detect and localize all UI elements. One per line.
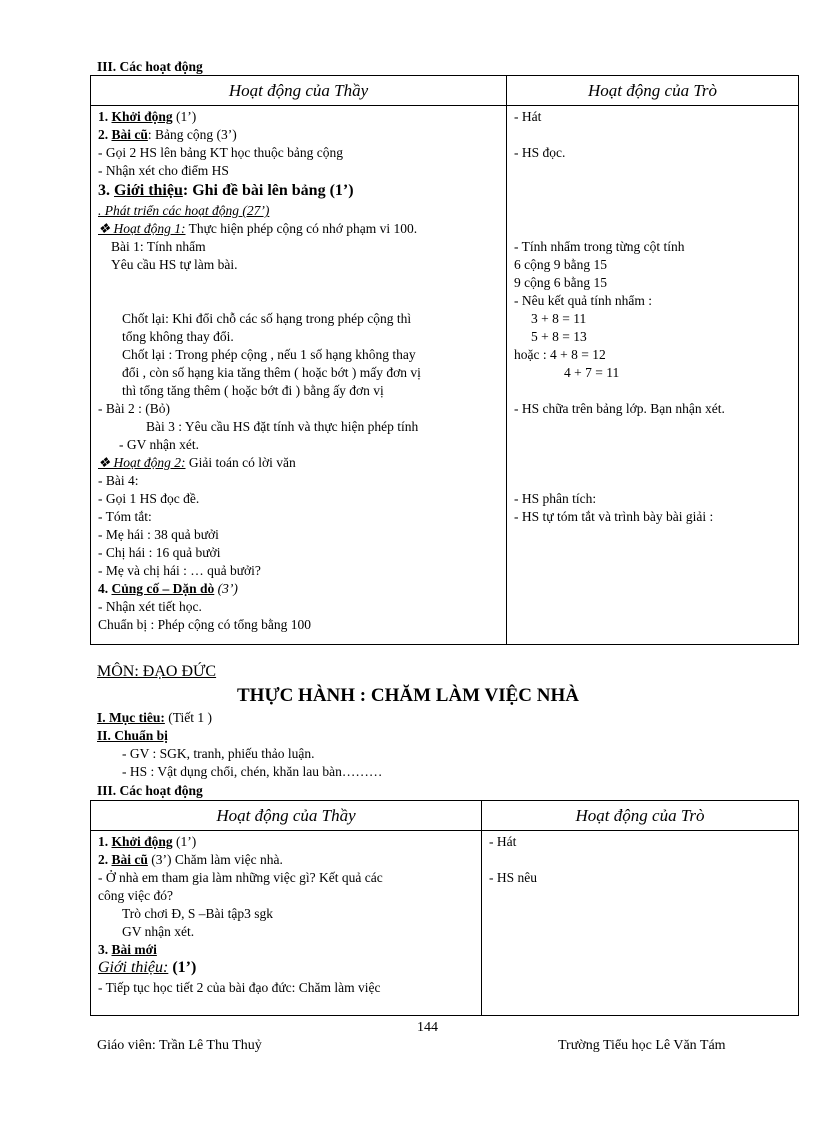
footer-school: Trường Tiểu học Lê Văn Tám xyxy=(558,1038,726,1053)
bai-1-request: Yêu cầu HS tự làm bài. xyxy=(111,257,238,272)
student-line: 3 + 8 = 11 xyxy=(531,311,587,326)
lesson-title: THỰC HÀNH : CHĂM LÀM VIỆC NHÀ xyxy=(237,685,579,706)
bai-moi-line: 3. Bài mới xyxy=(98,942,157,957)
bai-cu-item: - Gọi 2 HS lên bảng KT học thuộc bảng cộng xyxy=(98,145,343,160)
student-hat: - Hát xyxy=(514,109,542,124)
chot-lai-1a: Chốt lại: Khi đổi chỗ các số hạng trong phép cộng thì xyxy=(122,311,412,326)
student-hat: - Hát xyxy=(489,834,517,849)
student-line: - HS phân tích: xyxy=(514,491,597,506)
student-line: 5 + 8 = 13 xyxy=(531,329,587,344)
me-chi-line: - Mẹ và chị hái : … quả bưởi? xyxy=(98,563,261,578)
khoi-dong-line: 1. Khởi động (1’) xyxy=(98,834,197,849)
hoat-dong-1-line: ❖ Hoạt động 1: Thực hiện phép cộng có nhớ phạm vi 100. xyxy=(98,221,418,236)
student-line: - HS chữa trên bảng lớp. Bạn nhận xét. xyxy=(514,401,725,416)
gioi-thieu-line: 3. Giới thiệu: Ghi đề bài lên bảng (1’) xyxy=(98,182,354,199)
khoi-dong-line: 1. Khởi động (1’) xyxy=(98,109,197,124)
student-line: hoặc : 4 + 8 = 12 xyxy=(514,347,606,362)
muc-tieu-line: I. Mục tiêu: (Tiết 1 ) xyxy=(97,710,213,725)
chot-lai-2b: đổi , còn số hạng kia tăng thêm ( hoặc bớt ) mấy đơn vị xyxy=(122,365,421,380)
page-number: 144 xyxy=(417,1020,438,1035)
subject-heading: MÔN: ĐẠO ĐỨC xyxy=(97,663,217,680)
chi-hai-line: - Chị hái : 16 quả bưởi xyxy=(98,545,221,560)
bai-2-line: - Bài 2 : (Bỏ) xyxy=(98,401,170,416)
hoat-dong-2-line: ❖ Hoạt động 2: Giải toán có lời văn xyxy=(98,455,296,470)
student-line: 6 cộng 9 bằng 15 xyxy=(514,257,607,272)
student-line: 4 + 7 = 11 xyxy=(564,365,620,380)
tom-tat-line: - Tóm tắt: xyxy=(98,509,152,524)
student-line: - Nêu kết quả tính nhẩm : xyxy=(514,293,652,308)
student-hs-neu: - HS nêu xyxy=(489,870,537,885)
bai-cu-line: 2. Bài cũ: Bảng cộng (3’) xyxy=(98,127,237,142)
section2-heading: III. Các hoạt động xyxy=(97,783,203,798)
question-line: công việc đó? xyxy=(98,888,173,903)
tiep-tuc-line: - Tiếp tục học tiết 2 của bài đạo đức: Chăm làm việc xyxy=(98,980,381,995)
col-header-teacher: Hoạt động của Thầy xyxy=(91,801,482,831)
student-hs-doc: - HS đọc. xyxy=(514,145,566,160)
footer-teacher: Giáo viên: Trần Lê Thu Thuỷ xyxy=(97,1038,262,1053)
bai-cu-line: 2. Bài cũ (3’) Chăm làm việc nhà. xyxy=(98,852,283,867)
chuan-bi-heading: II. Chuẩn bị xyxy=(97,728,168,743)
student-line: 9 cộng 6 bằng 15 xyxy=(514,275,607,290)
phat-trien-line: . Phát triển các hoạt động (27’) xyxy=(98,203,270,218)
bai-cu-item: - Nhận xét cho điểm HS xyxy=(98,163,229,178)
activities-table-1 xyxy=(90,75,799,645)
chot-lai-1b: tổng không thay đổi. xyxy=(122,329,234,344)
section1-heading: III. Các hoạt động xyxy=(97,59,203,74)
chuan-bi-line: Chuẩn bị : Phép cộng có tổng bằng 100 xyxy=(98,617,311,632)
col-header-student: Hoạt động của Trò xyxy=(507,76,799,106)
col-header-student: Hoạt động của Trò xyxy=(482,801,799,831)
chot-lai-2c: thì tổng tăng thêm ( hoặc bớt đi ) bằng ấy đơn vị xyxy=(122,383,384,398)
bai-1-line: Bài 1: Tính nhẩm xyxy=(111,239,206,254)
gv-nhan-xet: GV nhận xét. xyxy=(122,924,195,939)
me-hai-line: - Mẹ hái : 38 quả bưởi xyxy=(98,527,219,542)
tro-choi-line: Trò chơi Đ, S –Bài tập3 sgk xyxy=(122,906,274,921)
bai-3-line: Bài 3 : Yêu cầu HS đặt tính và thực hiện phép tính xyxy=(146,419,419,434)
chot-lai-2a: Chốt lại : Trong phép cộng , nếu 1 số hạng không thay xyxy=(122,347,416,362)
gv-prep-line: - GV : SGK, tranh, phiếu thảo luận. xyxy=(122,746,315,761)
cung-co-line: 4. Củng cố – Dặn dò (3’) xyxy=(98,581,238,596)
hs-prep-line: - HS : Vật dụng chổi, chén, khăn lau bàn……… xyxy=(122,764,383,779)
student-line: - HS tự tóm tắt và trình bày bài giải : xyxy=(514,509,714,524)
goi-hs-line: - Gọi 1 HS đọc đề. xyxy=(98,491,200,506)
nhan-xet-tiet-hoc: - Nhận xét tiết học. xyxy=(98,599,202,614)
col-header-teacher: Hoạt động của Thầy xyxy=(91,76,507,106)
bai-4-line: - Bài 4: xyxy=(98,473,139,488)
activities-table-2 xyxy=(90,800,799,1016)
question-line: - Ở nhà em tham gia làm những việc gì? Kết quả các xyxy=(98,870,383,885)
gv-nhan-xet: - GV nhận xét. xyxy=(119,437,199,452)
gioi-thieu-line: Giới thiệu: (1’) xyxy=(98,959,197,976)
student-tinh-nham: - Tính nhẩm trong từng cột tính xyxy=(514,239,685,254)
